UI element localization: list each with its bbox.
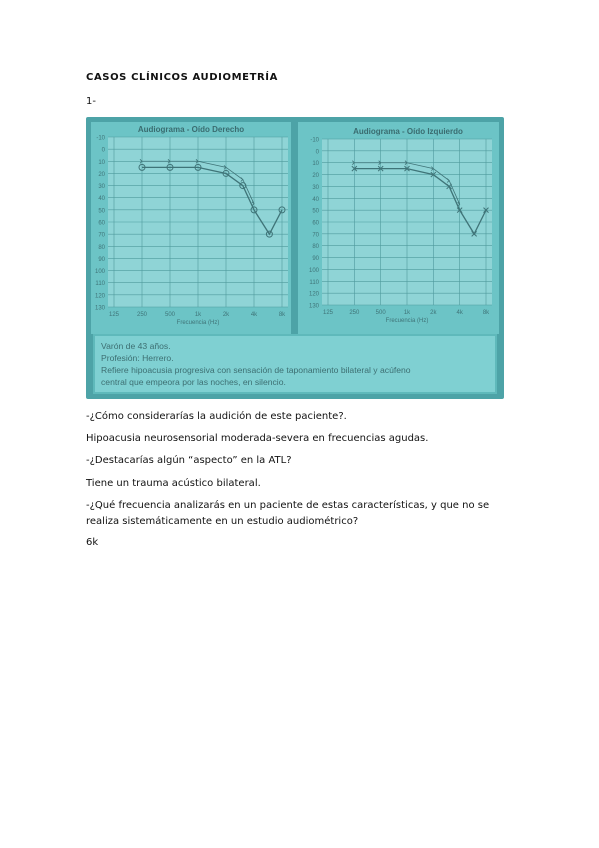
y-tick-label: 70 [98,232,105,239]
x-tick-label: 250 [136,312,148,318]
y-tick-label: 30 [312,184,319,191]
x-tick-label: 1k [194,312,202,318]
y-tick-label: 50 [312,208,319,215]
y-tick-label: 50 [98,208,105,215]
chart-title: Audiograma - Oído Derecho [137,125,245,134]
y-tick-label: 20 [312,173,319,180]
y-tick-label: 20 [98,171,105,178]
y-tick-label: 120 [94,293,105,300]
y-tick-label: 40 [312,196,319,203]
y-tick-label: 10 [98,159,105,166]
x-tick-label: 125 [322,310,334,316]
y-tick-label: 130 [308,303,319,310]
y-tick-label: 100 [308,267,319,274]
x-axis-label: Frecuencia (Hz) [176,320,220,326]
y-tick-label: 80 [98,244,105,251]
answer-3: 6k [86,537,99,548]
case-description [93,334,497,394]
x-tick-label: 1k [403,310,411,316]
y-tick-label: 70 [312,232,319,239]
page-title: CASOS CLÍNICOS AUDIOMETRÍA [86,72,278,83]
y-tick-label: 60 [312,220,319,227]
y-tick-label: 90 [98,256,105,263]
y-tick-label: 80 [312,244,319,251]
chart-title: Audiograma - Oído Izquierdo [353,127,463,136]
case-line: central que empeora por las noches, en silencio. [101,377,286,387]
question-2: -¿Destacarías algún “aspecto” en la ATL? [86,455,292,466]
x-tick-label: 250 [349,310,360,316]
answer-2: Tiene un trauma acústico bilateral. [86,478,261,489]
y-tick-label: -10 [96,135,105,142]
y-tick-label: 110 [309,279,319,286]
left-ear-chart [309,127,492,324]
case-number: 1- [86,96,96,107]
question-1: -¿Cómo considerarías la audición de este paciente?. [86,411,347,422]
x-tick-label: 500 [164,312,176,318]
y-tick-label: 0 [101,147,105,154]
x-tick-label: 4k [456,310,463,316]
y-tick-label: 0 [315,149,319,156]
right-ear-chart [95,125,288,326]
y-tick-label: 40 [98,196,105,203]
x-tick-label: 4k [250,312,258,318]
y-tick-label: 110 [95,281,105,288]
answer-1: Hipoacusia neurosensorial moderada-severa en frecuencias agudas. [86,433,429,444]
case-line: Refiere hipoacusia progresiva con sensación de taponamiento bilateral y acúfeno [101,365,411,375]
x-axis-label: Frecuencia (Hz) [385,318,429,324]
audiogram-photo [86,117,504,399]
y-tick-label: -10 [310,137,319,144]
y-tick-label: 10 [312,161,319,168]
x-tick-label: 2k [430,310,437,316]
y-tick-label: 120 [308,291,319,298]
case-line: Profesión: Herrero. [101,353,174,363]
x-tick-label: 8k [278,312,286,318]
x-tick-label: 500 [375,310,386,316]
y-tick-label: 100 [94,269,105,276]
x-tick-label: 8k [482,310,490,316]
x-tick-label: 125 [108,312,120,318]
x-tick-label: 2k [222,312,230,318]
y-tick-label: 30 [98,184,105,191]
question-3: -¿Qué frecuencia analizarás en un paciente de estas características, y que no se realiza sistemáticamente en un estudio audiométrico? [86,500,490,527]
y-tick-label: 130 [94,305,105,312]
y-tick-label: 60 [98,220,105,227]
case-line: Varón de 43 años. [101,341,171,351]
y-tick-label: 90 [312,256,319,263]
